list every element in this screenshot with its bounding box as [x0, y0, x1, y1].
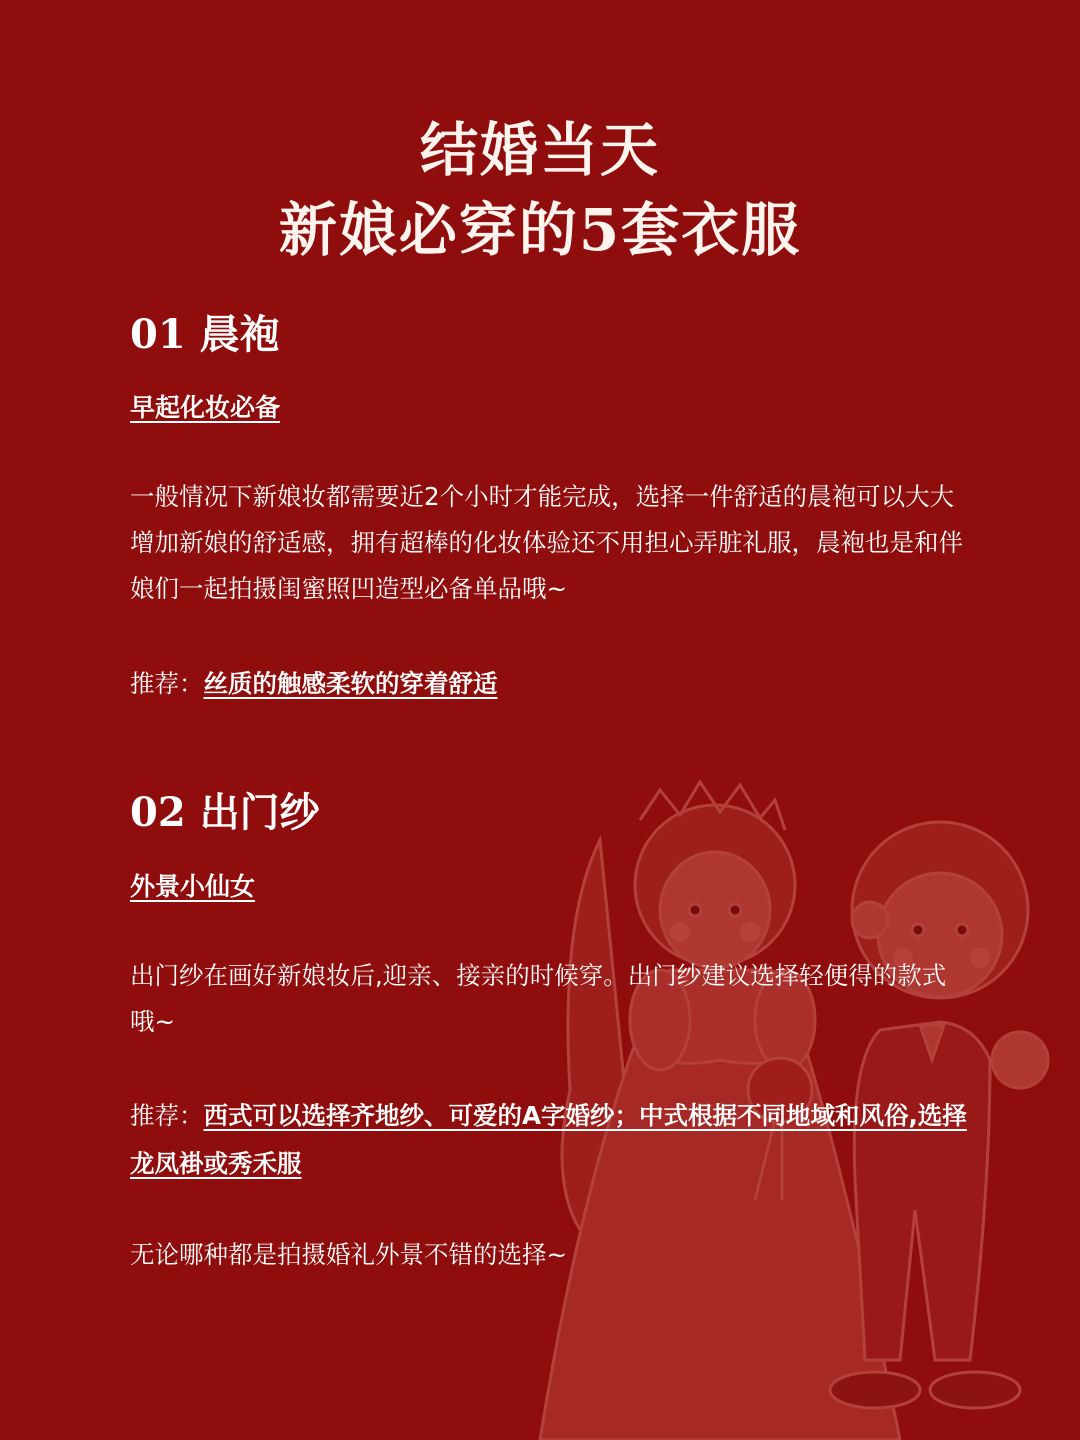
title-line-2: 新娘必穿的5套衣服 [278, 196, 802, 264]
section-2-recommend-label: 推荐： [130, 1101, 204, 1130]
section-2-heading: 02 出门纱 [130, 789, 320, 836]
section-1-subtitle: 早起化妆必备 [130, 393, 281, 422]
section-1-recommend-text: 丝质的触感柔软的穿着舒适 [203, 669, 498, 698]
section-2-recommend-text: 西式可以选择齐地纱、可爱的A字婚纱；中式根据不同地域和风俗,选择龙凤褂或秀禾服 [130, 1101, 967, 1178]
section-1-recommend-label: 推荐： [130, 669, 204, 698]
section-2-subtitle: 外景小仙女 [130, 872, 256, 901]
section-2-recommendation [130, 1092, 970, 1188]
section-2-paragraph: 出门纱在画好新娘妆后,迎亲、接亲的时候穿。出门纱建议选择轻便得的款式哦~ [130, 961, 947, 1036]
section-1-paragraph: 一般情况下新娘妆都需要近2个小时才能完成，选择一件舒适的晨袍可以大大增加新娘的舒适感，拥有超棒的化妆体验还不用担心弄脏礼服，晨袍也是和伴娘们一起拍摄闺蜜照凹造型必备单品哦~ [130, 482, 963, 603]
section-2-closing: 无论哪种都是拍摄婚礼外景不错的选择~ [130, 1240, 568, 1269]
section-1-heading: 01 晨袍 [130, 311, 280, 358]
title-line-1: 结婚当天 [419, 116, 660, 184]
section-1-recommendation [130, 660, 970, 708]
